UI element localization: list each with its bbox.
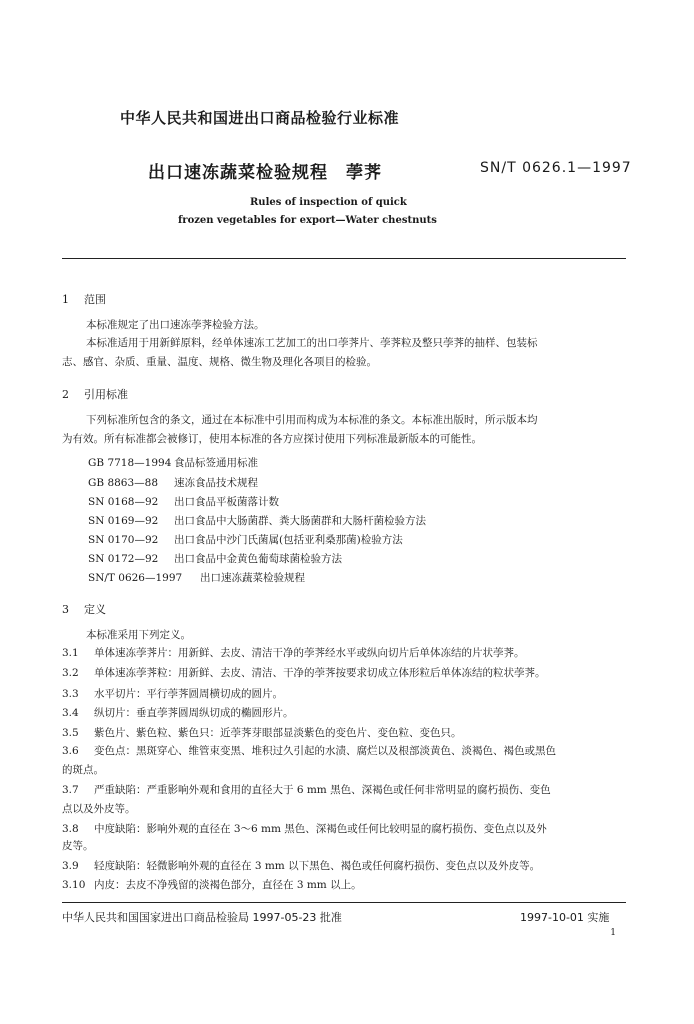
reference-code: SN 0168—92: [88, 496, 159, 508]
clause-number: 3.6: [62, 745, 79, 757]
paragraph-line: 下列标准所包含的条文，通过在本标准中引用而构成为本标准的条文。本标准出版时，所示版本均: [86, 414, 538, 426]
paragraph-line: 为有效。所有标准都会被修订，使用本标准的各方应探讨使用下列标准最新版本的可能性。: [62, 433, 482, 445]
clause-number: 3.1: [62, 647, 79, 659]
approval-line: 中华人民共和国国家进出口商品检验局 1997-05-23 批准: [62, 911, 342, 924]
section-3-heading: [62, 601, 106, 617]
clause-text-line: 中度缺陷：影响外观的直径在 3～6 mm 黑色、深褐色或任何比较明显的腐朽损伤、变色点以及外: [94, 823, 547, 835]
reference-item: [88, 494, 279, 509]
clause-3-7-continued: 点以及外皮等。: [62, 803, 136, 815]
clause-number: 3.3: [62, 688, 79, 700]
implementation-date: 1997-10-01 实施: [520, 911, 610, 924]
reference-item: [88, 532, 403, 547]
clause-3-2: [62, 665, 546, 680]
clause-3-1: [62, 645, 525, 660]
reference-code: GB 8863—88: [88, 477, 159, 489]
clause-text: 单体速冻荸荠粒：用新鲜、去皮、清洁、干净的荸荠按要求切成立体形粒后单体冻结的粒状荸荠。: [94, 667, 546, 679]
reference-item: [88, 475, 258, 490]
paragraph: 本标准规定了出口速冻荸荠检验方法。: [86, 319, 265, 331]
clause-number: 3.10: [62, 879, 86, 891]
reference-title: 出口食品中金黄色葡萄球菌检验方法: [174, 553, 342, 565]
clause-3-6: [62, 743, 556, 758]
reference-title: 出口食品中沙门氏菌属(包括亚利桑那菌)检验方法: [174, 534, 403, 546]
paragraph: 本标准采用下列定义。: [86, 629, 191, 641]
clause-3-5: [62, 725, 462, 740]
clause-text: 轻度缺陷：轻微影响外观的直径在 3 mm 以下黑色、褐色或任何腐朽损伤、变色点以及外皮等。: [94, 860, 541, 872]
section-title: 范围: [84, 293, 106, 306]
section-title: 定义: [84, 603, 106, 616]
paragraph-line: 志、感官、杂质、重量、温度、规格、微生物及理化各项目的检验。: [62, 356, 377, 368]
section-title: 引用标准: [84, 388, 128, 401]
footer-rule: [62, 902, 626, 903]
clause-number: 3.7: [62, 784, 79, 796]
reference-item: [88, 513, 426, 528]
reference-code: SN 0172—92: [88, 553, 159, 565]
clause-text: 内皮：去皮不净残留的淡褐色部分，直径在 3 mm 以上。: [94, 879, 362, 891]
clause-3-8-continued: 皮等。: [62, 840, 94, 852]
clause-number: 3.5: [62, 727, 79, 739]
clause-text: 水平切片：平行荸荠圆周横切成的圆片。: [94, 688, 283, 700]
clause-number: 3.2: [62, 667, 79, 679]
section-number: 3: [62, 603, 69, 616]
standard-number: SN/T 0626.1—1997: [480, 160, 632, 176]
clause-3-7: [62, 782, 551, 797]
english-title-line-2: frozen vegetables for export—Water chestnuts: [178, 215, 437, 226]
issuing-authority-line: 中华人民共和国进出口商品检验行业标准: [120, 109, 400, 127]
clause-3-6-continued: 的斑点。: [62, 764, 104, 776]
clause-3-9: [62, 858, 540, 873]
clause-text: 紫色片、紫色粒、紫色只：近荸荠芽眼部显淡紫色的变色片、变色粒、变色只。: [94, 727, 462, 739]
clause-text-line: 变色点：黑斑穿心、维管束变黑、堆积过久引起的水渍、腐烂以及根部淡黄色、淡褐色、褐色或黑色: [94, 745, 556, 757]
reference-title: 出口食品平板菌落计数: [174, 496, 279, 508]
clause-text-line: 严重缺陷：严重影响外观和食用的直径大于 6 mm 黑色、深褐色或任何非常明显的腐朽损伤、变色: [94, 784, 551, 796]
reference-code: GB 7718—1994: [88, 457, 172, 469]
reference-code: SN/T 0626—1997: [88, 572, 183, 584]
section-number: 1: [62, 293, 69, 306]
english-title-line-1: Rules of inspection of quick: [250, 197, 407, 208]
clause-3-10: [62, 877, 362, 892]
paragraph-line: 本标准适用于用新鲜原料，经单体速冻工艺加工的出口荸荠片、荸荠粒及整只荸荠的抽样、包装标: [86, 337, 538, 349]
reference-code: SN 0170—92: [88, 534, 159, 546]
clause-3-8: [62, 821, 547, 836]
reference-title: 速冻食品技术规程: [174, 477, 258, 489]
section-number: 2: [62, 388, 69, 401]
page-number: 1: [610, 928, 616, 938]
reference-title: 食品标签通用标准: [174, 457, 258, 469]
section-2-heading: [62, 386, 128, 402]
reference-item: [88, 455, 258, 470]
clause-number: 3.4: [62, 707, 79, 719]
document-title: 出口速冻蔬菜检验规程 荸荠: [148, 163, 382, 183]
clause-number: 3.8: [62, 823, 79, 835]
reference-code: SN 0169—92: [88, 515, 159, 527]
section-1-heading: [62, 291, 106, 307]
header-rule: [62, 258, 626, 259]
clause-text: 纵切片：垂直荸荠圆周纵切成的椭圆形片。: [94, 707, 294, 719]
clause-number: 3.9: [62, 860, 79, 872]
clause-3-3: [62, 686, 283, 701]
clause-text: 单体速冻荸荠片：用新鲜、去皮、清洁干净的荸荠经水平或纵向切片后单体冻结的片状荸荠。: [94, 647, 525, 659]
reference-item: [88, 551, 342, 566]
reference-item: [88, 570, 305, 585]
clause-3-4: [62, 705, 294, 720]
reference-title: 出口速冻蔬菜检验规程: [200, 572, 305, 584]
reference-title: 出口食品中大肠菌群、粪大肠菌群和大肠杆菌检验方法: [174, 515, 426, 527]
